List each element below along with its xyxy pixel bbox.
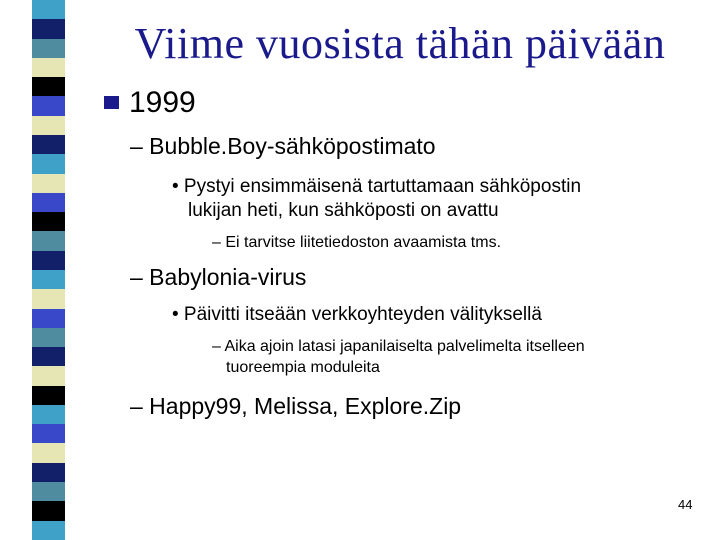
babylonia-item: – Babylonia-virus (130, 264, 307, 290)
stripe-block (32, 347, 65, 366)
stripe-block (32, 328, 65, 347)
stripe-block (32, 135, 65, 154)
decorative-color-stripe (32, 0, 65, 540)
page-number: 44 (678, 497, 693, 512)
stripe-block (32, 463, 65, 482)
square-bullet-icon (104, 96, 119, 109)
stripe-block (32, 96, 65, 115)
stripe-block (32, 174, 65, 193)
bubbleboy-item: – Bubble.Boy-sähköpostimato (130, 133, 436, 159)
stripe-block (32, 405, 65, 424)
bullet-year-1999 (104, 86, 196, 120)
stripe-block (32, 0, 65, 19)
bubbleboy-detail-line-1: • Pystyi ensimmäisenä tartuttamaan sähköpostin (172, 176, 582, 197)
stripe-block (32, 521, 65, 540)
stripe-block (32, 482, 65, 501)
stripe-block (32, 424, 65, 443)
stripe-block (32, 386, 65, 405)
babylonia-detail: • Päivitti itseään verkkoyhteyden välityksellä (172, 304, 542, 325)
stripe-block (32, 154, 65, 173)
stripe-block (32, 77, 65, 96)
bubbleboy-detail-line-2: lukijan heti, kun sähköposti on avattu (188, 200, 499, 221)
stripe-block (32, 289, 65, 308)
bubbleboy-sub-item: – Ei tarvitse liitetiedoston avaamista tms. (212, 234, 502, 251)
year-label: 1999 (129, 86, 196, 119)
stripe-block (32, 212, 65, 231)
stripe-block (32, 116, 65, 135)
babylonia-sub-line-2: tuoreempia moduleita (226, 359, 380, 376)
stripe-block (32, 231, 65, 250)
other-viruses-item: – Happy99, Melissa, Explore.Zip (130, 393, 462, 419)
stripe-block (32, 309, 65, 328)
babylonia-sub-line-1: – Aika ajoin latasi japanilaiselta palvelimelta itselleen (212, 338, 585, 355)
stripe-block (32, 270, 65, 289)
stripe-block (32, 193, 65, 212)
stripe-block (32, 251, 65, 270)
slide-title: Viime vuosista tähän päivään (134, 19, 666, 68)
stripe-block (32, 501, 65, 520)
stripe-block (32, 443, 65, 462)
stripe-block (32, 366, 65, 385)
